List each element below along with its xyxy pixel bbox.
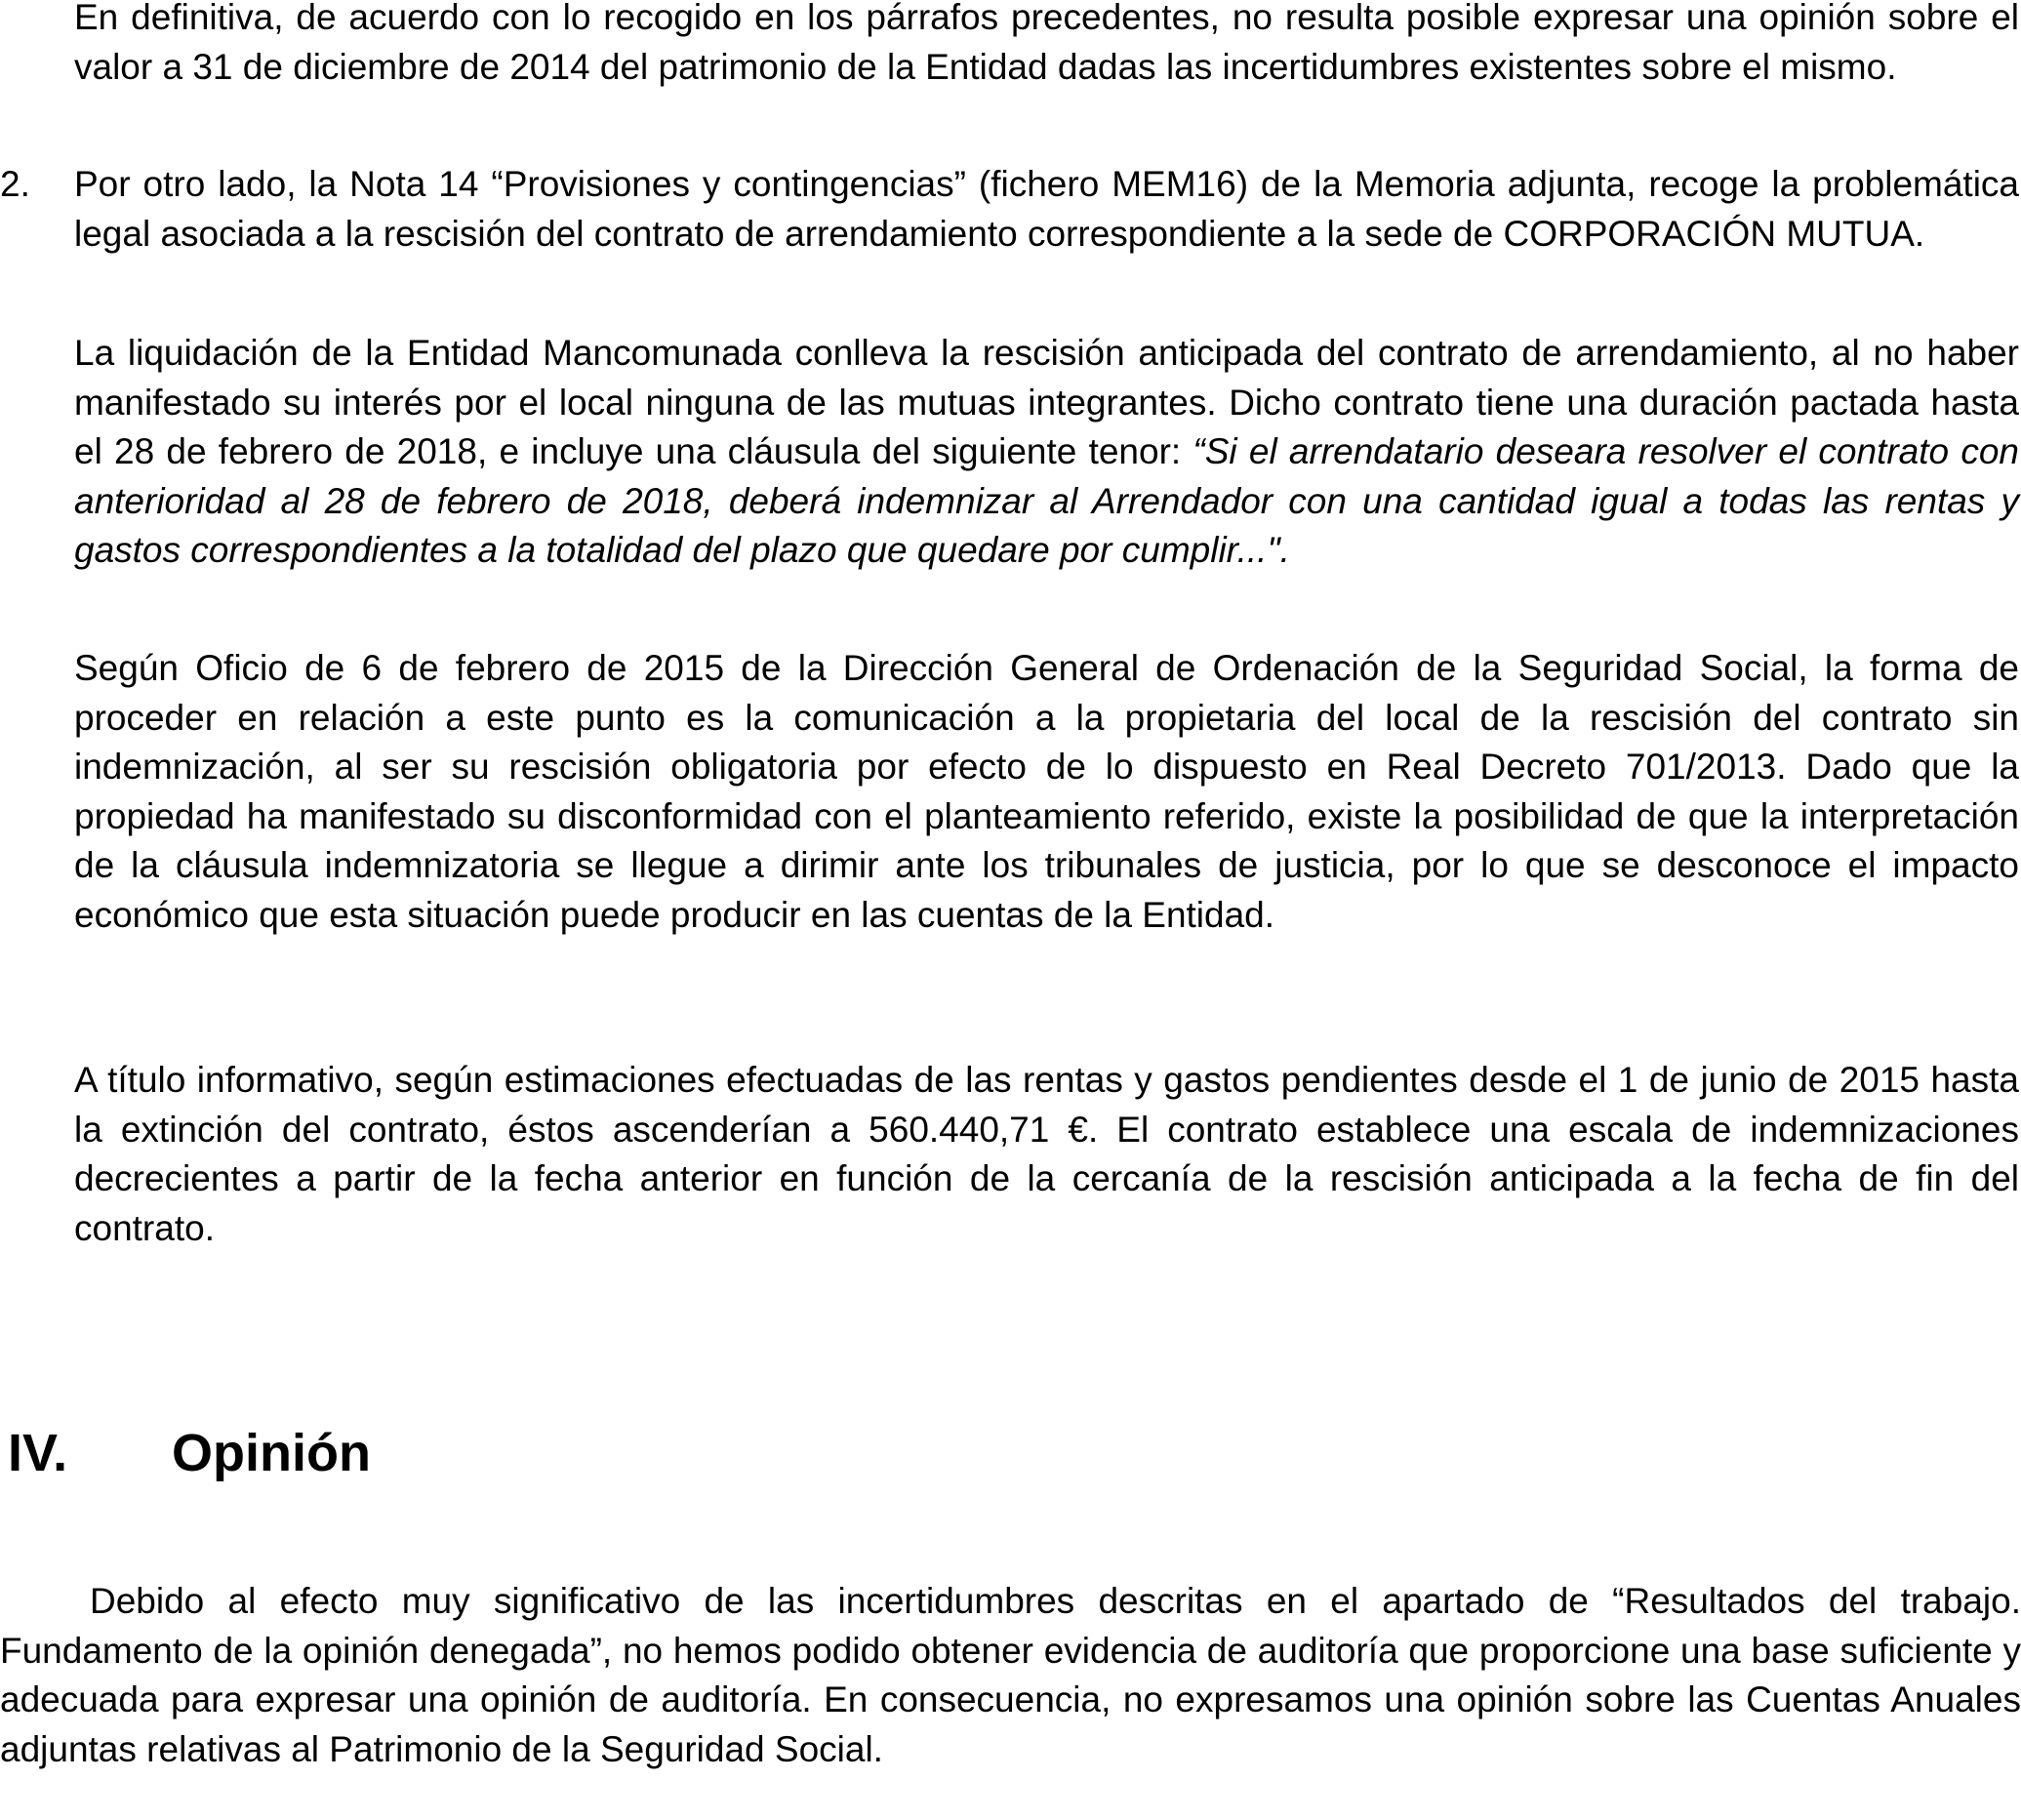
section-title: Opinión [172, 1424, 371, 1482]
paragraph-oficio: Según Oficio de 6 de febrero de 2015 de la Dirección General de Ordenación de la Seguridad Social, la forma de proceder en relación a este punto es la comunicación a la propietaria del local de la rescisión del contrato sin indemnización, al ser su rescisión obligatoria por efecto de lo dispuesto en Real Decreto 701/2013. Dado que la propiedad ha manifestado su disconformidad con el planteamiento referido, existe la posibilidad de que la interpretación de la cláusula indemnizatoria se llegue a dirimir ante los tribunales de justicia, por lo que se desconoce el impacto económico que esta situación puede producir en las cuentas de la Entidad. [74, 648, 2019, 935]
paragraph-informativo: A título informativo, según estimaciones efectuadas de las rentas y gastos pendientes desde el 1 de junio de 2015 hasta la extinción del contrato, éstos ascenderían a 560.440,71 €. El contrato establece una escala de indemnizaciones decrecientes a partir de la fecha anterior en función de la cercanía de la rescisión anticipada a la fecha de fin del contrato. [74, 1060, 2019, 1248]
paragraph-nota-14: Por otro lado, la Nota 14 “Provisiones y contingencias” (fichero MEM16) de la Memoria adjunta, recoge la problemática legal asociada a la rescisión del contrato de arrendamiento correspondiente a la sede de CORPORACIÓN MUTUA. [74, 164, 2019, 254]
section-heading [8, 1422, 371, 1484]
list-item-number: 2. [0, 164, 30, 204]
clause-quote: “Si el arrendatario deseara resolver el contrato con anterioridad al 28 de febrero de 2018, deberá indemnizar al Arrendador con una cantidad igual a todas las rentas y gastos correspondientes a la totalidad del plazo que quedare por cumplir...". [74, 431, 2020, 570]
paragraph-conclusion: En definitiva, de acuerdo con lo recogido en los párrafos precedentes, no resulta posible expresar una opinión sobre el valor a 31 de diciembre de 2014 del patrimonio de la Entidad dadas las incertidumbres existentes sobre el mismo. [74, 0, 2019, 87]
section-number: IV. [8, 1424, 68, 1482]
liquidacion-text: La liquidación de la Entidad Mancomunada conlleva la rescisión anticipada del contrato de arrendamiento, al no haber manifestado su interés por el local ninguna de las mutuas integrantes. Dicho contrato tiene una duración pactada hasta el 28 de febrero de 2018, e incluye una cláusula del siguiente tenor: [74, 333, 2019, 471]
paragraph-opinion: Debido al efecto muy significativo de las incertidumbres descritas en el apartado de “Resultados del trabajo. Fundamento de la opinión denegada”, no hemos podido obtener evidencia de auditoría que proporcione una base suficiente y adecuada para expresar una opinión de auditoría. En consecuencia, no expresamos una opinión sobre las Cuentas Anuales adjuntas relativas al Patrimonio de la Seguridad Social. [0, 1581, 2021, 1769]
paragraph-liquidacion [74, 329, 2019, 576]
